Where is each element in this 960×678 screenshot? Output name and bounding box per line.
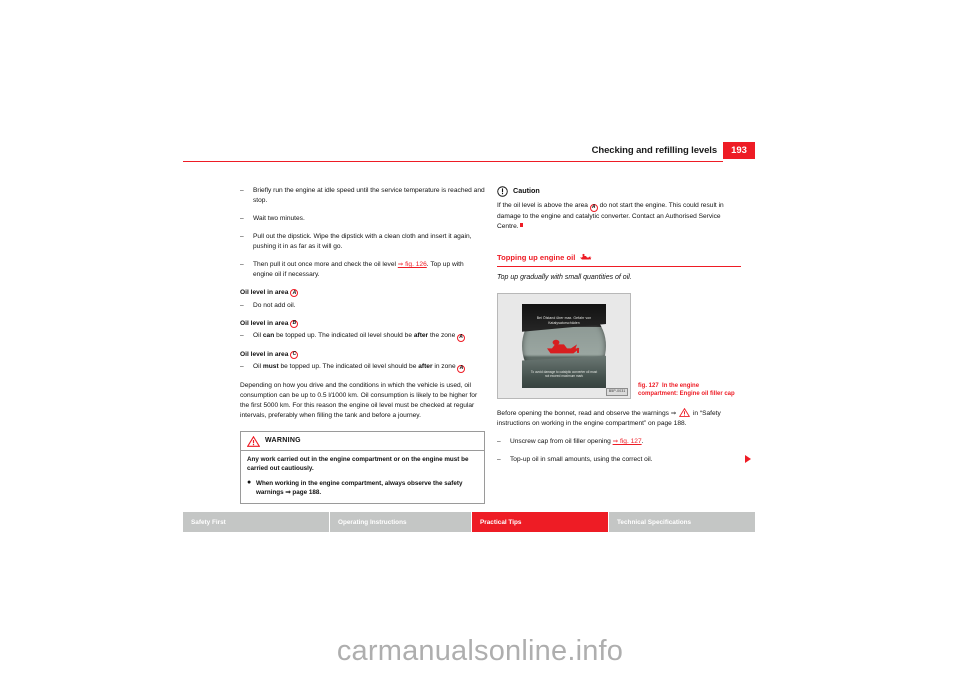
area-instruction: Oil <box>253 332 263 340</box>
warning-box-header <box>241 432 484 451</box>
caution-header <box>497 186 741 197</box>
figure-caption-number: fig. 127 <box>638 382 659 389</box>
bonnet-paragraph <box>497 408 741 429</box>
page-number-badge: 193 <box>723 142 755 159</box>
emphasis-after: after <box>413 332 429 340</box>
caution-exclamation-icon <box>497 186 508 197</box>
figure-caption-text: In the engine compartment: Engine oil filler cap <box>638 382 735 398</box>
oil-cap-graphic <box>522 304 606 388</box>
step-text: Pull out the dipstick. Wipe the dipstick with a clean cloth and insert it again, pushing it in as far as it will go. <box>253 233 472 251</box>
step-text: Unscrew cap from oil filler opening <box>510 438 613 446</box>
cap-warning-text-german: Bei Ölstand über max. Gefahr von Katalysatorschäden <box>536 315 592 325</box>
circled-marker-c: C <box>290 351 298 359</box>
dash-marker: – <box>497 438 501 446</box>
figure-caption <box>638 382 738 399</box>
tab-safety-first[interactable] <box>183 512 330 532</box>
tab-label: Technical Specifications <box>617 518 692 526</box>
dash-marker: – <box>497 456 501 464</box>
circled-marker-a-ref: A <box>457 365 465 373</box>
warning-text: Any work carried out in the engine compartment or on the engine must be carried out cautiously. <box>247 455 469 473</box>
warning-triangle-icon <box>679 408 690 417</box>
oil-can-icon <box>579 253 592 261</box>
list-item <box>240 260 485 280</box>
bonnet-text-a: Before opening the bonnet, read and observe the warnings ⇒ <box>497 409 679 417</box>
section-rule <box>497 266 741 267</box>
area-label-text: Oil level in area <box>240 289 289 297</box>
tab-practical-tips[interactable] <box>472 512 609 532</box>
list-item <box>240 301 485 311</box>
area-label-c <box>240 350 485 360</box>
dash-marker: – <box>240 215 244 223</box>
bullet-dot-icon: ● <box>247 478 252 486</box>
dash-marker: – <box>240 332 244 340</box>
area-instruction-mid: be topped up. The indicated oil level should be <box>274 332 414 340</box>
dash-marker: – <box>240 233 244 241</box>
emphasis-can: can <box>262 332 275 340</box>
emphasis-after: after <box>418 363 433 371</box>
list-item <box>497 455 741 465</box>
area-label-a <box>240 288 485 298</box>
footer-tabs <box>183 512 755 532</box>
tab-label: Safety First <box>191 518 226 526</box>
warning-body <box>241 451 484 504</box>
dash-marker: – <box>240 363 244 371</box>
list-item <box>240 186 485 206</box>
warning-box <box>240 431 485 505</box>
area-label-text: Oil level in area <box>240 350 289 358</box>
right-column <box>497 186 741 473</box>
end-of-section-mark <box>520 223 524 227</box>
area-instruction-end: the zone <box>428 332 458 340</box>
dash-marker: – <box>240 187 244 194</box>
emphasis-must: must <box>262 363 279 371</box>
warning-triangle-icon <box>247 436 260 447</box>
tab-technical-specifications[interactable] <box>609 512 755 532</box>
circled-marker-a-ref: A <box>590 204 598 212</box>
warning-bullet-item <box>247 479 478 498</box>
step-text-tail: . Top up with engine oil if necessary. <box>253 261 464 279</box>
page-header <box>183 144 755 166</box>
caution-title: Caution <box>513 186 540 196</box>
step-text: Briefly run the engine at idle speed until the service temperature is reached and stop. <box>253 187 485 205</box>
caution-text-b: do not start the engine. This could result in damage to the engine and catalytic converter. Contact an Authorised Service Centre. <box>497 202 724 230</box>
continue-arrow-icon <box>745 455 751 463</box>
dash-marker: – <box>240 261 244 269</box>
warning-title: WARNING <box>265 436 301 444</box>
header-rule <box>183 161 723 162</box>
section-heading-text: Topping up engine oil <box>497 252 576 262</box>
area-instruction: Do not add oil. <box>253 301 296 309</box>
oil-filler-cap-image <box>497 293 631 399</box>
area-label-text: Oil level in area <box>240 319 289 327</box>
list-item <box>240 214 485 224</box>
figure-127-link[interactable]: ⇒ fig. 127 <box>612 438 642 446</box>
image-code-label: B5P-0031 <box>606 388 628 396</box>
section-heading <box>497 252 741 266</box>
oil-can-symbol-icon <box>544 336 584 356</box>
dash-marker: – <box>240 301 244 309</box>
area-instruction-mid: be topped up. The indicated oil level should be <box>278 363 419 371</box>
circled-marker-a-ref: A <box>457 334 465 342</box>
step-text: Then pull it out once more and check the oil level <box>253 261 398 269</box>
caution-body <box>497 201 741 232</box>
step-text: Wait two minutes. <box>253 215 305 223</box>
figure-block <box>497 293 741 399</box>
circled-marker-a: A <box>290 289 298 297</box>
warning-bullet-text: When working in the engine compartment, always observe the safety warnings ⇒ page 188. <box>256 479 463 497</box>
step-text-tail: . <box>641 438 644 446</box>
tab-label: Operating Instructions <box>338 518 407 526</box>
list-item <box>497 437 741 447</box>
caution-text-a: If the oil level is above the area <box>497 202 590 209</box>
tab-label: Practical Tips <box>480 518 522 526</box>
left-column <box>240 186 485 504</box>
figure-126-link[interactable]: ⇒ fig. 126 <box>397 261 427 269</box>
list-item <box>240 331 485 342</box>
area-instruction: Oil <box>253 363 263 371</box>
area-label-b <box>240 319 485 329</box>
bonnet-text-b: in “Safety instructions on working in the engine compartment” on page 188. <box>497 409 721 427</box>
page-title: Checking and refilling levels <box>591 145 717 156</box>
site-watermark: carmanualsonline.info <box>336 635 624 667</box>
oil-consumption-paragraph: Depending on how you drive and the conditions in which the vehicle is used, oil consumption can be up to 0.5 l/1000 km. Oil consumption is likely to be higher for the first 5000 km. For this reason the engine oil level must be checked at regular intervals, preferably when filling the tank and before a journey. <box>240 381 478 419</box>
cap-warning-text-english: To avoid damage to catalytic converter oil must not exceed maximum mark <box>530 369 598 379</box>
section-intro: Top up gradually with small quantities of oil. <box>497 274 632 282</box>
area-instruction-end: in zone <box>432 363 458 371</box>
list-item <box>240 362 485 373</box>
circled-marker-b: B <box>290 320 298 328</box>
step-text: Top-up oil in small amounts, using the correct oil. <box>510 456 653 464</box>
tab-operating-instructions[interactable] <box>330 512 472 532</box>
list-item <box>240 232 485 252</box>
topping-up-section <box>497 252 741 466</box>
